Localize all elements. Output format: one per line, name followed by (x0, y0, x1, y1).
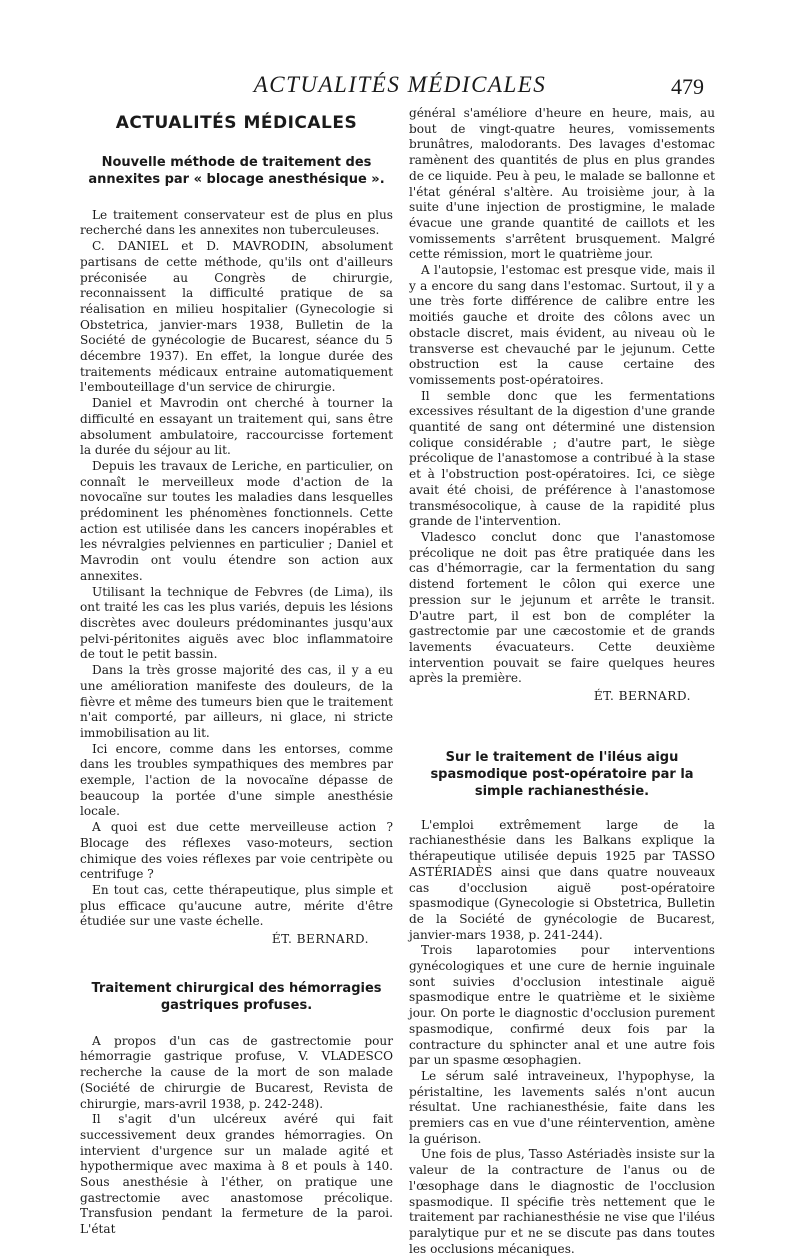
article2-signature: ÉT. BERNARD. (593, 689, 691, 704)
page-number: 479 (671, 74, 704, 99)
left-column (80, 106, 393, 1238)
article1-paragraph: C. DANIEL et D. MAVRODIN, absolument partisans de cette méthode, qu'ils ont d'ailleurs préconisée au Congrès de chirurgie, reconnaissent la difficulté pratique de sa réalisation en milieu hospitalier (Gynecologie si Obstetrica, janvier-mars 1938, Bulletin de la Société de gynécologie de Bucarest, séance du 5 décembre 1937). En effet, la longue durée des traitements médicaux entraine automatiquement l'embouteillage d'un service de chirurgie. (80, 239, 393, 395)
article1-paragraph: Daniel et Mavrodin ont cherché à tourner la difficulté en essayant un traitement qui, sans être absolument ambulatoire, raccourcisse fortement la durée du séjour au lit. (80, 396, 393, 458)
article1-paragraph: Utilisant la technique de Febvres (de Lima), ils ont traité les cas les plus variés, depuis les lésions discrètes avec douleurs prédominantes jusqu'aux pelvi-péritonites aiguës avec bloc inflammatoire de tout le petit bassin. (80, 584, 393, 662)
article2-paragraph: A propos d'un cas de gastrectomie pour hémorragie gastrique profuse, V. VLADESCO recherche la cause de la mort de son malade (Société de chirurgie de Bucarest, Revista de chirurgie, mars-avril 1938, p. 242-248). (80, 1033, 393, 1111)
article2-paragraph: Vladesco conclut donc que l'anastomose précolique ne doit pas être pratiquée dans les cas d'hémorragie, car la fermentation du sang distend fortement le côlon qui exerce une pression sur le jejunum et arrête le transit. D'autre part, il est bon de compléter la gastrectomie par une cæcostomie et de grands lavements évacuateurs. Cette deuxième intervention pouvait se faire quelques heures après la première. (409, 529, 715, 686)
article3-paragraph: L'emploi extrêmement large de la rachianesthésie dans les Balkans explique la thérapeutique utilisée depuis 1925 par TASSO ASTÉRIADÈS ainsi que dans quatre nouveaux cas d'occlusion aiguë post-opératoire spasmodique (Gynecologie si Obstetrica, Bulletin de la Société de gynécologie de Bucarest, janvier-mars 1938, p. 241-244). (409, 817, 715, 942)
article2-paragraph: A l'autopsie, l'estomac est presque vide, mais il y a encore du sang dans l'estomac. Surtout, il y a une très forte différence de calibre entre les moitiés gauche et droite des côlons avec un obstacle discret, mais évident, au niveau où le transverse est chevauché par le jejunum. Cette obstruction est la cause certaine des vomissements post-opératoires. (409, 263, 715, 387)
article3-paragraph: Trois laparotomies pour interventions gynécologiques et une cure de hernie inguinale sont suivies d'occlusion intestinale aiguë spasmodique entre le quatrième et le sixième jour. On porte le diagnostic d'occlusion purement spasmodique, confirmé deux fois par la contracture du sphincter anal et une autre fois par un spasme œsophagien. (409, 943, 715, 1068)
page-header (0, 70, 800, 104)
article1-title: Nouvelle méthode de traitement des annexites par « blocage anesthésique ». (88, 154, 385, 187)
article1-paragraph: Dans la très grosse majorité des cas, il y a eu une amélioration manifeste des douleurs, de la fièvre et même des tumeurs bien que le traitement n'ait comporté, par ailleurs, ni glace, ni stricte immobilisation au lit. (80, 663, 393, 740)
article2-paragraph: Il semble donc que les fermentations excessives résultant de la digestion d'une grande quantité de sang ont déterminé une distension colique considérable ; d'autre part, le siège précolique de l'anastomose a contribué à la stase et à l'obstruction post-opératoires. Ici, ce siège avait été choisi, de préférence à l'anastomose transmésocolique, à cause de la rapidité plus grande de l'intervention. (409, 388, 715, 529)
right-column (409, 106, 715, 1257)
main-heading: ACTUALITÉS MÉDICALES (115, 113, 358, 133)
article3-paragraph: Une fois de plus, Tasso Astériadès insiste sur la valeur de la contracture de l'anus ou de l'œsophage dans le diagnostic de l'occlusion spasmodique. Il spécifie très nettement que le traitement par rachianesthésie ne vise que l'iléus paralytique pur et ne se discute pas dans toutes les occlusions mécaniques. (409, 1147, 715, 1256)
article1-paragraph: A quoi est due cette merveilleuse action ? Blocage des réflexes vaso-moteurs, section chimique des voies réflexes par voie centripète ou centrifuge ? (80, 820, 393, 882)
article3-title: Sur le traitement de l'iléus aigu spasmodique post-opératoire par la simple rachianesthésie. (430, 749, 694, 799)
article2-paragraph-part-a: Il s'agit d'un ulcéreux avéré qui fait successivement deux grandes hémorragies. On intervient d'urgence sur un malade agité et hypothermique avec maxima à 8 et pouls à 140. Sous anesthésie à l'éther, on pratique une gastrectomie avec anastomose précolique. Transfusion pendant la fermeture de la paroi. L'état (80, 1112, 393, 1237)
article2-paragraph-part-b: général s'améliore d'heure en heure, mais, au bout de vingt-quatre heures, vomissements brunâtres, malodorants. Des lavages d'estomac ramènent des quantités de plus en plus grandes de ce liquide. Peu à peu, le malade se ballonne et l'état général s'altère. Au troisième jour, à la suite d'une injection de prostigmine, le malade évacue une grande quantité de caillots et les vomissements s'arrêtent brusquement. Malgré cette rémission, mort le quatrième jour. (409, 106, 715, 262)
running-title: ACTUALITÉS MÉDICALES (253, 72, 547, 97)
article3-paragraph: Le sérum salé intraveineux, l'hypophyse, la péristaltine, les lavements salés n'ont aucun résultat. Une rachianesthésie, faite dans les premiers cas en vue d'une réintervention, amène la guérison. (409, 1068, 715, 1146)
article1-signature: ÉT. BERNARD. (271, 932, 369, 947)
article1-paragraph: Depuis les travaux de Leriche, en particulier, on connaît le merveilleux mode d'action de la novocaïne sur toutes les maladies dans lesquelles prédominent les phénomènes fonctionnels. Cette action est utilisée dans les cancers inopérables et les névralgies pelviennes en particulier ; Daniel et Mavrodin ont voulu étendre son action aux annexites. (80, 458, 393, 583)
article2-title: Traitement chirurgical des hémorragies gastriques profuses. (91, 980, 382, 1013)
article1-paragraph: En tout cas, cette thérapeutique, plus simple et plus efficace qu'aucune autre, mérite d'être étudiée sur une vaste échelle. (80, 882, 393, 929)
article1-paragraph: Le traitement conservateur est de plus en plus recherché dans les annexites non tuberculeuses. (80, 207, 393, 238)
article1-paragraph: Ici encore, comme dans les entorses, comme dans les troubles sympathiques des membres par exemple, l'action de la novocaïne dépasse de beaucoup la portée d'une simple anesthésie locale. (80, 741, 393, 819)
